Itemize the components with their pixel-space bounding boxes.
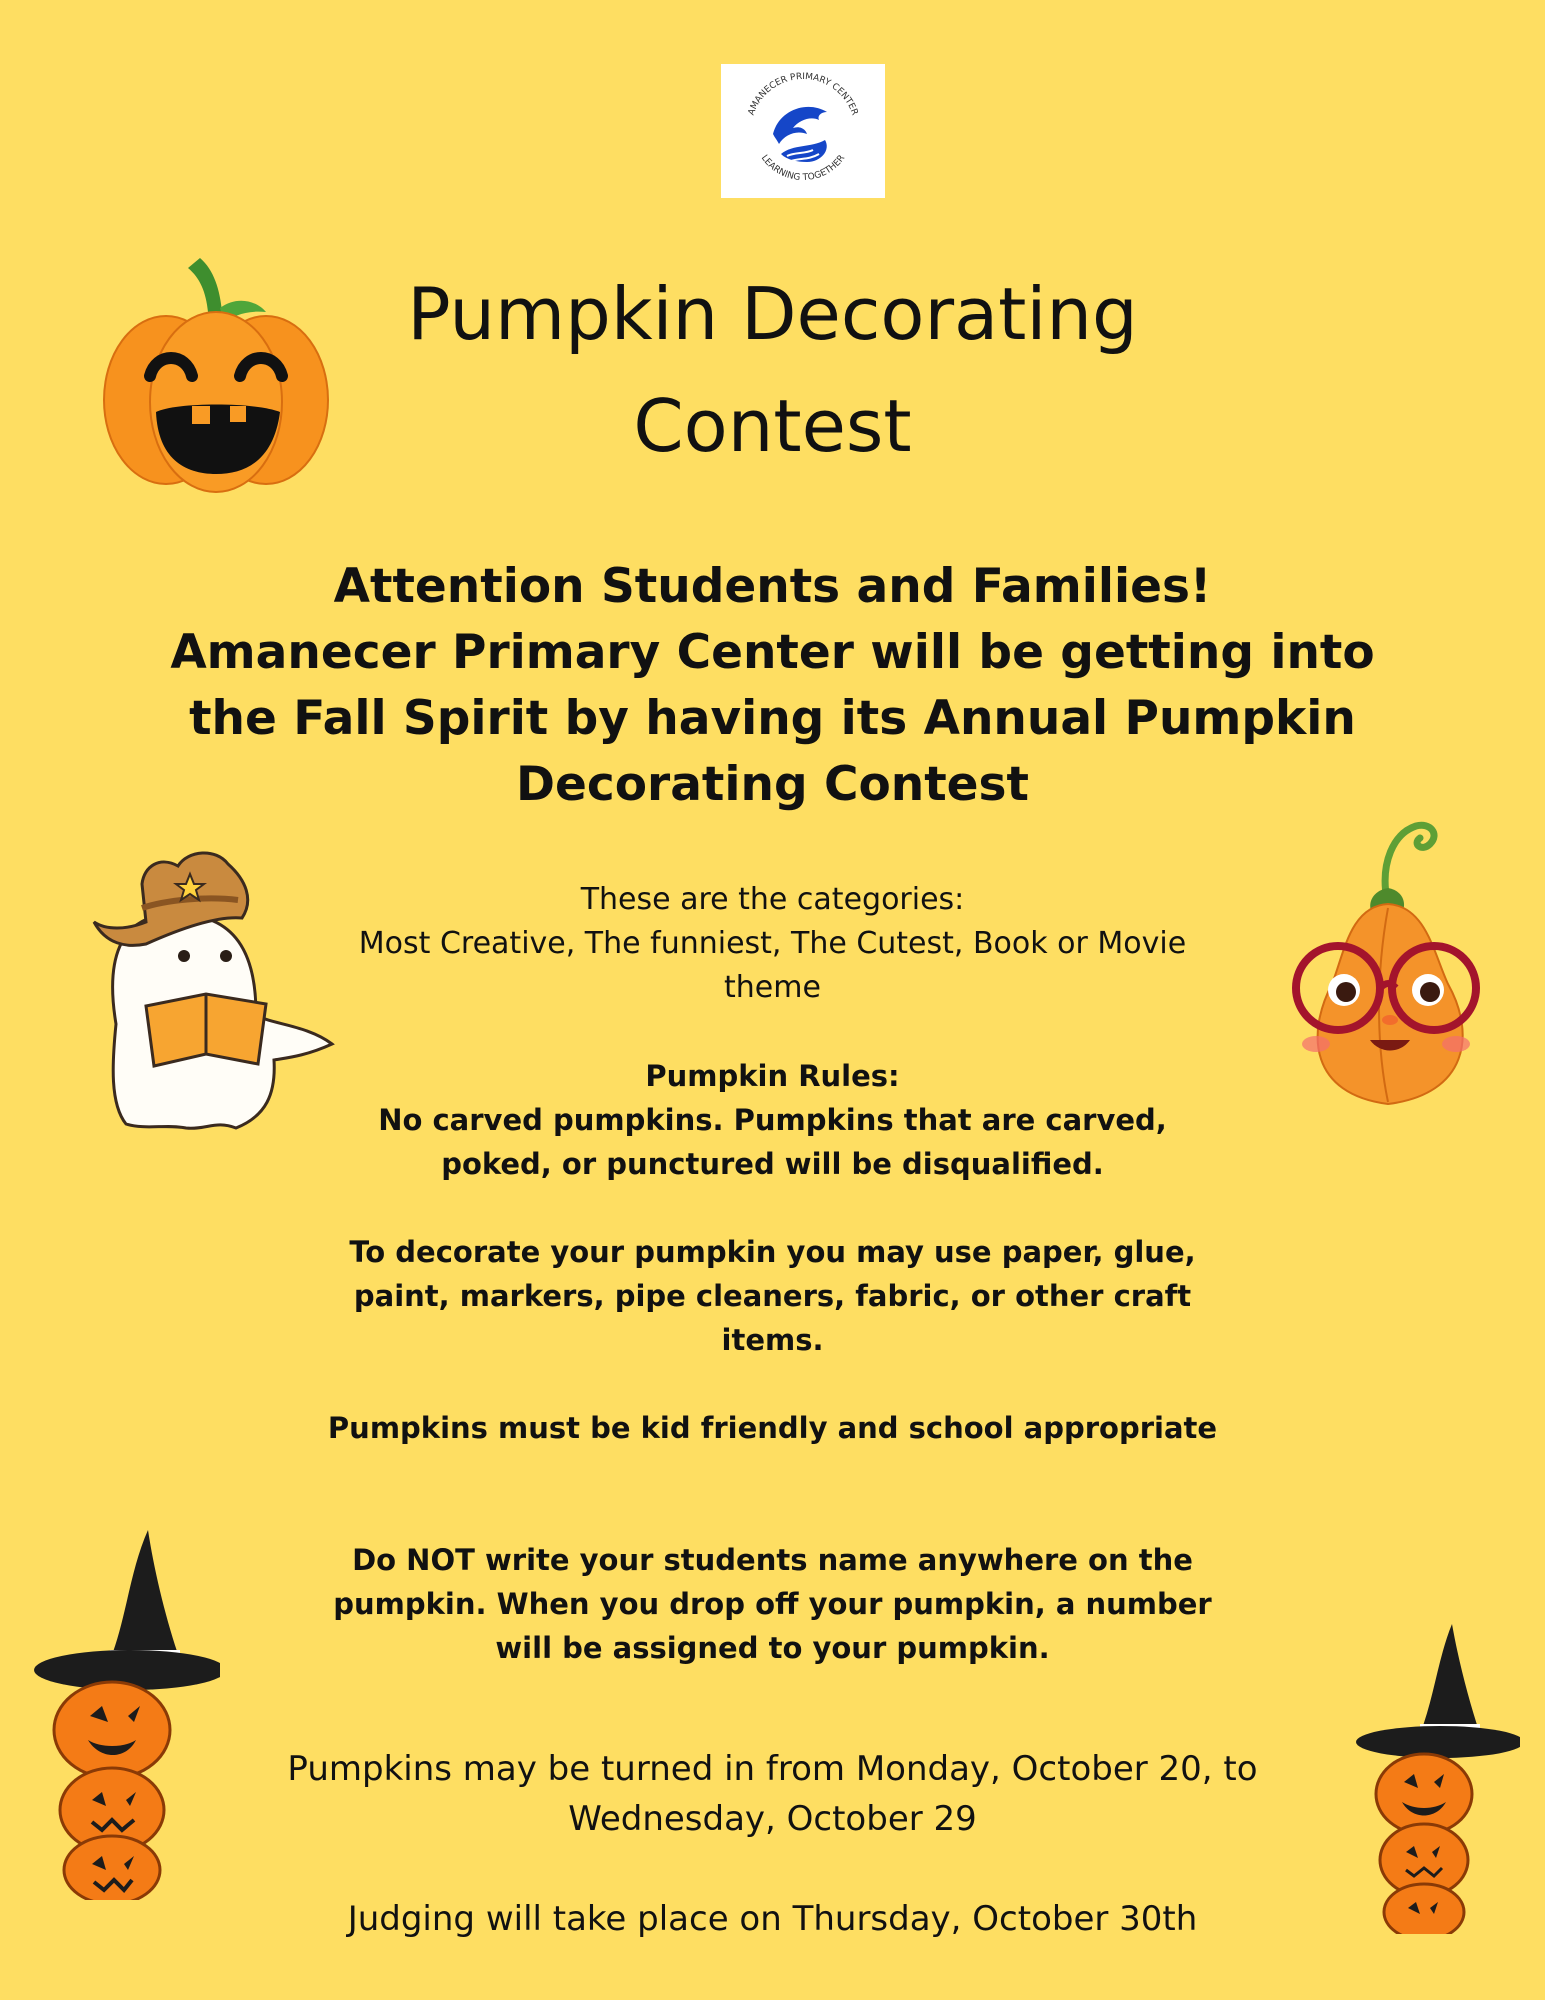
categories-intro: These are the categories:	[580, 882, 965, 917]
title-line-1: Pumpkin Decorating	[407, 272, 1138, 356]
title-line-2: Contest	[633, 384, 912, 468]
turn-in-line-1: Pumpkins may be turned in from Monday, October 20, to	[287, 1749, 1258, 1789]
logo-ring-text-bottom: LEARNING TOGETHER	[758, 153, 848, 184]
spacer	[0, 1450, 1545, 1538]
announcement-headline	[0, 554, 1545, 818]
rule-1-line-2: poked, or punctured will be disqualified.	[441, 1147, 1104, 1181]
rule-1-line-1: No carved pumpkins. Pumpkins that are carved,	[378, 1103, 1167, 1137]
headline-line-3: the Fall Spirit by having its Annual Pumpkin	[189, 691, 1356, 746]
witch-pumpkin-stack-left-illustration	[30, 1530, 220, 1900]
turn-in-dates	[0, 1744, 1545, 1844]
rule-3: Pumpkins must be kid friendly and school appropriate	[327, 1411, 1218, 1445]
headline-line-4: Decorating Contest	[515, 757, 1029, 812]
turn-in-line-2: Wednesday, October 29	[568, 1799, 977, 1839]
spacer	[0, 1362, 1545, 1406]
headline-line-1: Attention Students and Families!	[333, 559, 1212, 614]
rule-4-line-1: Do NOT write your students name anywhere on the	[352, 1543, 1193, 1577]
rule-2-line-1: To decorate your pumpkin you may use paper, glue,	[349, 1235, 1196, 1269]
logo-ring-text-top: AMANECER PRIMARY CENTER	[746, 71, 860, 117]
judging-date	[0, 1894, 1545, 1944]
headline-line-2: Amanecer Primary Center will be getting into	[170, 625, 1375, 680]
rules-heading: Pumpkin Rules:	[645, 1059, 900, 1093]
school-logo	[721, 64, 885, 198]
categories-list-line-1: Most Creative, The funniest, The Cutest, Book or Movie	[358, 926, 1187, 961]
gourd-with-glasses-illustration	[1280, 804, 1500, 1124]
jack-o-lantern-illustration	[96, 252, 336, 496]
pumpkin-rules-section	[0, 1054, 1545, 1670]
rule-4-line-3: will be assigned to your pumpkin.	[495, 1631, 1050, 1665]
spacer	[0, 1186, 1545, 1230]
rule-2-line-2: paint, markers, pipe cleaners, fabric, or other craft	[353, 1279, 1192, 1313]
rule-2-line-3: items.	[721, 1323, 824, 1357]
rule-4-line-2: pumpkin. When you drop off your pumpkin, a number	[333, 1587, 1212, 1621]
judging-line: Judging will take place on Thursday, October 30th	[347, 1899, 1198, 1939]
categories-list-line-2: theme	[724, 970, 821, 1005]
